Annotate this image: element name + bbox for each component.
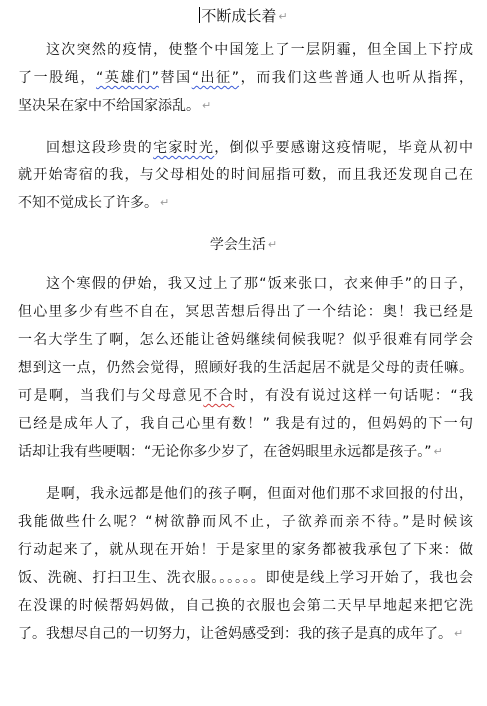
text-run: 这次突然的疫情，使整个中国笼上了一层阴霾，但全国上下拧成 bbox=[46, 42, 473, 58]
text-run: 一名大学生了啊，怎么还能让爸妈继续伺候我呢？似乎很难有同学会 bbox=[18, 332, 473, 348]
text-run: 在没课的时候帮妈妈做，自己换的衣服也会第二天早早地起来把它洗 bbox=[18, 598, 473, 614]
paragraph-3-line-6[interactable] bbox=[18, 412, 473, 436]
paragraph-3-line-4[interactable] bbox=[18, 356, 473, 380]
text-run: 这个寒假的伊始，我又过上了那“饭来张口，衣来伸手”的日子， bbox=[46, 276, 473, 292]
paragraph-3-line-1[interactable] bbox=[18, 272, 473, 296]
paragraph-mark-icon: ↵ bbox=[278, 10, 288, 23]
text-run: 不知不觉成长了许多。 bbox=[18, 195, 158, 211]
text-run: 了一股绳， bbox=[18, 70, 96, 86]
text-run: 行动起来了，就从现在开始！于是家里的家务都被我承包了下来：做 bbox=[18, 542, 473, 558]
section-subtitle[interactable]: 学会生活 bbox=[209, 237, 266, 253]
text-run: 坚决呆在家中不给国家添乱。 bbox=[18, 98, 200, 114]
text-run: 话却让我有些哽咽：“无论你多少岁了，在爸妈眼里永远都是孩子。” bbox=[18, 444, 432, 460]
text-run: 可是啊，当我们与父母意见 bbox=[18, 388, 204, 404]
text-run: 了。我想尽自己的一切努力，让爸妈感受到：我的孩子是真的成年了。 bbox=[18, 626, 452, 642]
grammar-flagged-text[interactable]: “英雄们” bbox=[96, 70, 159, 86]
paragraph-mark-icon: ↵ bbox=[202, 99, 212, 112]
paragraph-mark-icon: ↵ bbox=[454, 627, 464, 640]
document-title-line bbox=[0, 4, 487, 29]
text-run: 时，有没有说过这样一句话呢：“我 bbox=[234, 388, 473, 404]
paragraph-mark-icon: ↵ bbox=[160, 196, 170, 209]
paragraph-3-line-2[interactable] bbox=[18, 300, 473, 324]
paragraph-4-line-5[interactable] bbox=[18, 594, 473, 618]
section-subtitle-line bbox=[0, 233, 487, 257]
text-run: 但心里多少有些不自在，冥思苦想后得出了一个结论：奥！我已经是 bbox=[18, 304, 473, 320]
spelling-flagged-text[interactable]: 不合 bbox=[203, 388, 235, 404]
paragraph-4-line-1[interactable] bbox=[18, 482, 473, 506]
text-run: 替国 bbox=[158, 70, 192, 86]
paragraph-mark-icon: ↵ bbox=[267, 238, 278, 251]
grammar-flagged-text[interactable]: 宅家时光 bbox=[153, 140, 215, 156]
text-run: 饭、洗碗、打扫卫生、洗衣服。。。。。。即使是线上学习开始了，我也会 bbox=[18, 570, 473, 586]
paragraph-4-line-2[interactable] bbox=[18, 510, 473, 534]
text-run: 我能做些什么呢？“树欲静而风不止，子欲养而亲不待。”是时候该 bbox=[18, 514, 473, 530]
paragraph-mark-icon: ↵ bbox=[433, 445, 443, 458]
paragraph-1-line-3[interactable] bbox=[18, 94, 473, 118]
text-run: ，而我们这些普通人也听从指挥， bbox=[239, 70, 473, 86]
paragraph-2-line-2[interactable] bbox=[18, 163, 473, 187]
paragraph-2-line-3[interactable] bbox=[18, 191, 473, 215]
text-run: 就开始寄宿的我，与父母相处的时间屈指可数，而且我还发现自己在 bbox=[18, 167, 473, 183]
paragraph-2-line-1[interactable] bbox=[18, 136, 473, 160]
paragraph-3-line-7[interactable] bbox=[18, 440, 473, 464]
paragraph-4-line-3[interactable] bbox=[18, 538, 473, 562]
text-run: ，倒似乎要感谢这疫情呢，毕竟从初中 bbox=[214, 140, 473, 156]
paragraph-1-line-1[interactable] bbox=[18, 38, 473, 62]
text-run: 已经是成年人了，我自己心里有数！” 我是有过的，但妈妈的下一句 bbox=[18, 416, 473, 432]
paragraph-1-line-2[interactable] bbox=[18, 66, 473, 90]
text-run: 想到这一点，仍然会觉得，照顾好我的生活起居不就是父母的责任嘛。 bbox=[18, 360, 473, 376]
document-title[interactable]: 不断成长着 bbox=[201, 7, 277, 25]
paragraph-3-line-3[interactable] bbox=[18, 328, 473, 352]
text-run: 是啊，我永远都是他们的孩子啊，但面对他们那不求回报的付出， bbox=[46, 486, 473, 502]
paragraph-3-line-5[interactable] bbox=[18, 384, 473, 408]
paragraph-4-line-4[interactable] bbox=[18, 566, 473, 590]
text-run: 回想这段珍贵的 bbox=[46, 140, 154, 156]
grammar-flagged-text[interactable]: “出征” bbox=[191, 70, 240, 86]
paragraph-4-line-6[interactable] bbox=[18, 622, 473, 646]
